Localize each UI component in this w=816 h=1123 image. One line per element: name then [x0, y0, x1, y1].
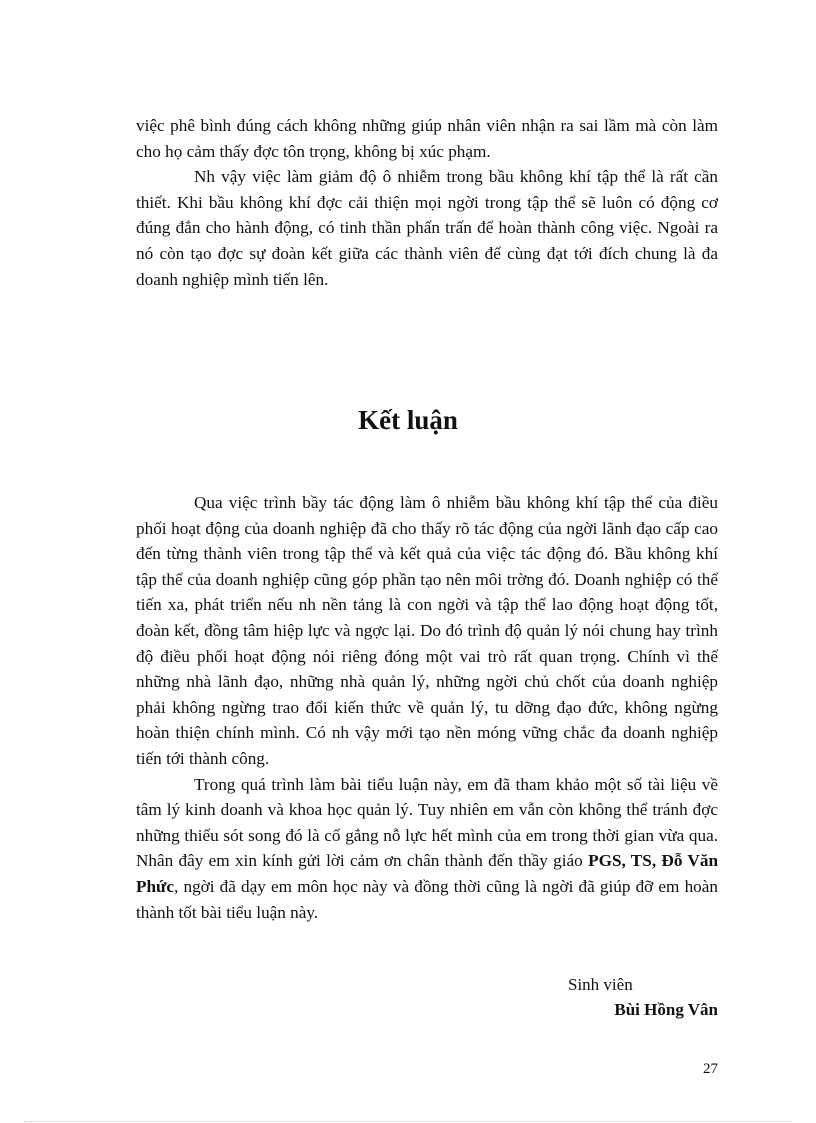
page-bottom-divider	[24, 1121, 792, 1122]
page-number: 27	[703, 1061, 718, 1077]
intro-paragraph-2: Nh vậy việc làm giảm độ ô nhiễm trong bầu không khí tập thể là rất cần thiết. Khi bầu không khí đợc cải thiện mọi ngời trong tập thể sẽ luôn có động cơ đúng đắn cho hành động, có tinh thần phấn trấn để hoàn thành công việc. Ngoài ra nó còn tạo đợc sự đoàn kết giữa các thành viên để cùng đạt tới đích chung là đa doanh nghiệp mình tiến lên.	[136, 167, 718, 289]
intro-paragraph-1: việc phê bình đúng cách không những giúp nhân viên nhận ra sai lầm mà còn làm cho họ cảm thấy đợc tôn trọng, không bị xúc phạm.	[136, 116, 718, 161]
conclusion-section	[136, 490, 718, 925]
advisor-name: PGS, TS, Đỗ Văn Phức	[136, 851, 718, 896]
section-heading: Kết luận	[358, 405, 458, 435]
conclusion-paragraph-2	[136, 772, 718, 926]
conclusion-paragraph-1: Qua việc trình bầy tác động làm ô nhiễm bầu không khí tập thể của điều phối hoạt động của doanh nghiệp đã cho thấy rõ tác động của ngời lãnh đạo cấp cao đến từng thành viên trong tập thể và kết quả của việc tác động đó. Bầu không khí tập thể của doanh nghiệp cũng góp phần tạo nên môi trờng đó. Doanh nghiệp có thể tiến xa, phát triển nếu nh nền tảng là con ngời và tập thể lao động hoạt động tốt, đoàn kết, đồng tâm hiệp lực và ngợc lại. Do đó trình độ quản lý nói chung hay trình độ điều phối hoạt động nói riêng đóng một vai trò rất quan trọng. Chính vì thế những nhà lãnh đạo, những nhà quản lý, những ngời chủ chốt của doanh nghiệp phải không ngừng trao đổi kiến thức về quản lý, tu dỡng đạo đức, không ngừng hoàn thiện chính mình. Có nh vậy mới tạo nền móng vững chắc đa doanh nghiệp tiến tới thành công.	[136, 493, 718, 768]
intro-section	[136, 113, 718, 292]
signature-name: Bùi Hồng Vân	[614, 1000, 718, 1019]
conclusion-p2-text-after: , ngời đã dạy em môn học này và đồng thời cũng là ngời đã giúp đỡ em hoàn thành tốt bài tiểu luận này.	[136, 876, 718, 922]
conclusion-p2-text-before: Trong quá trình làm bài tiểu luận này, em đã tham khảo một số tài liệu về tâm lý kinh doanh và khoa học quản lý. Tuy nhiên em vẫn còn không thể tránh đợc những thiếu sót song đó là cố gắng nỗ lực hết mình của em trong thời gian vừa qua. Nhân đây em xin kính gửi lời cảm ơn chân thành đến thầy giáo	[136, 774, 718, 871]
signature-role: Sinh viên	[568, 975, 633, 994]
